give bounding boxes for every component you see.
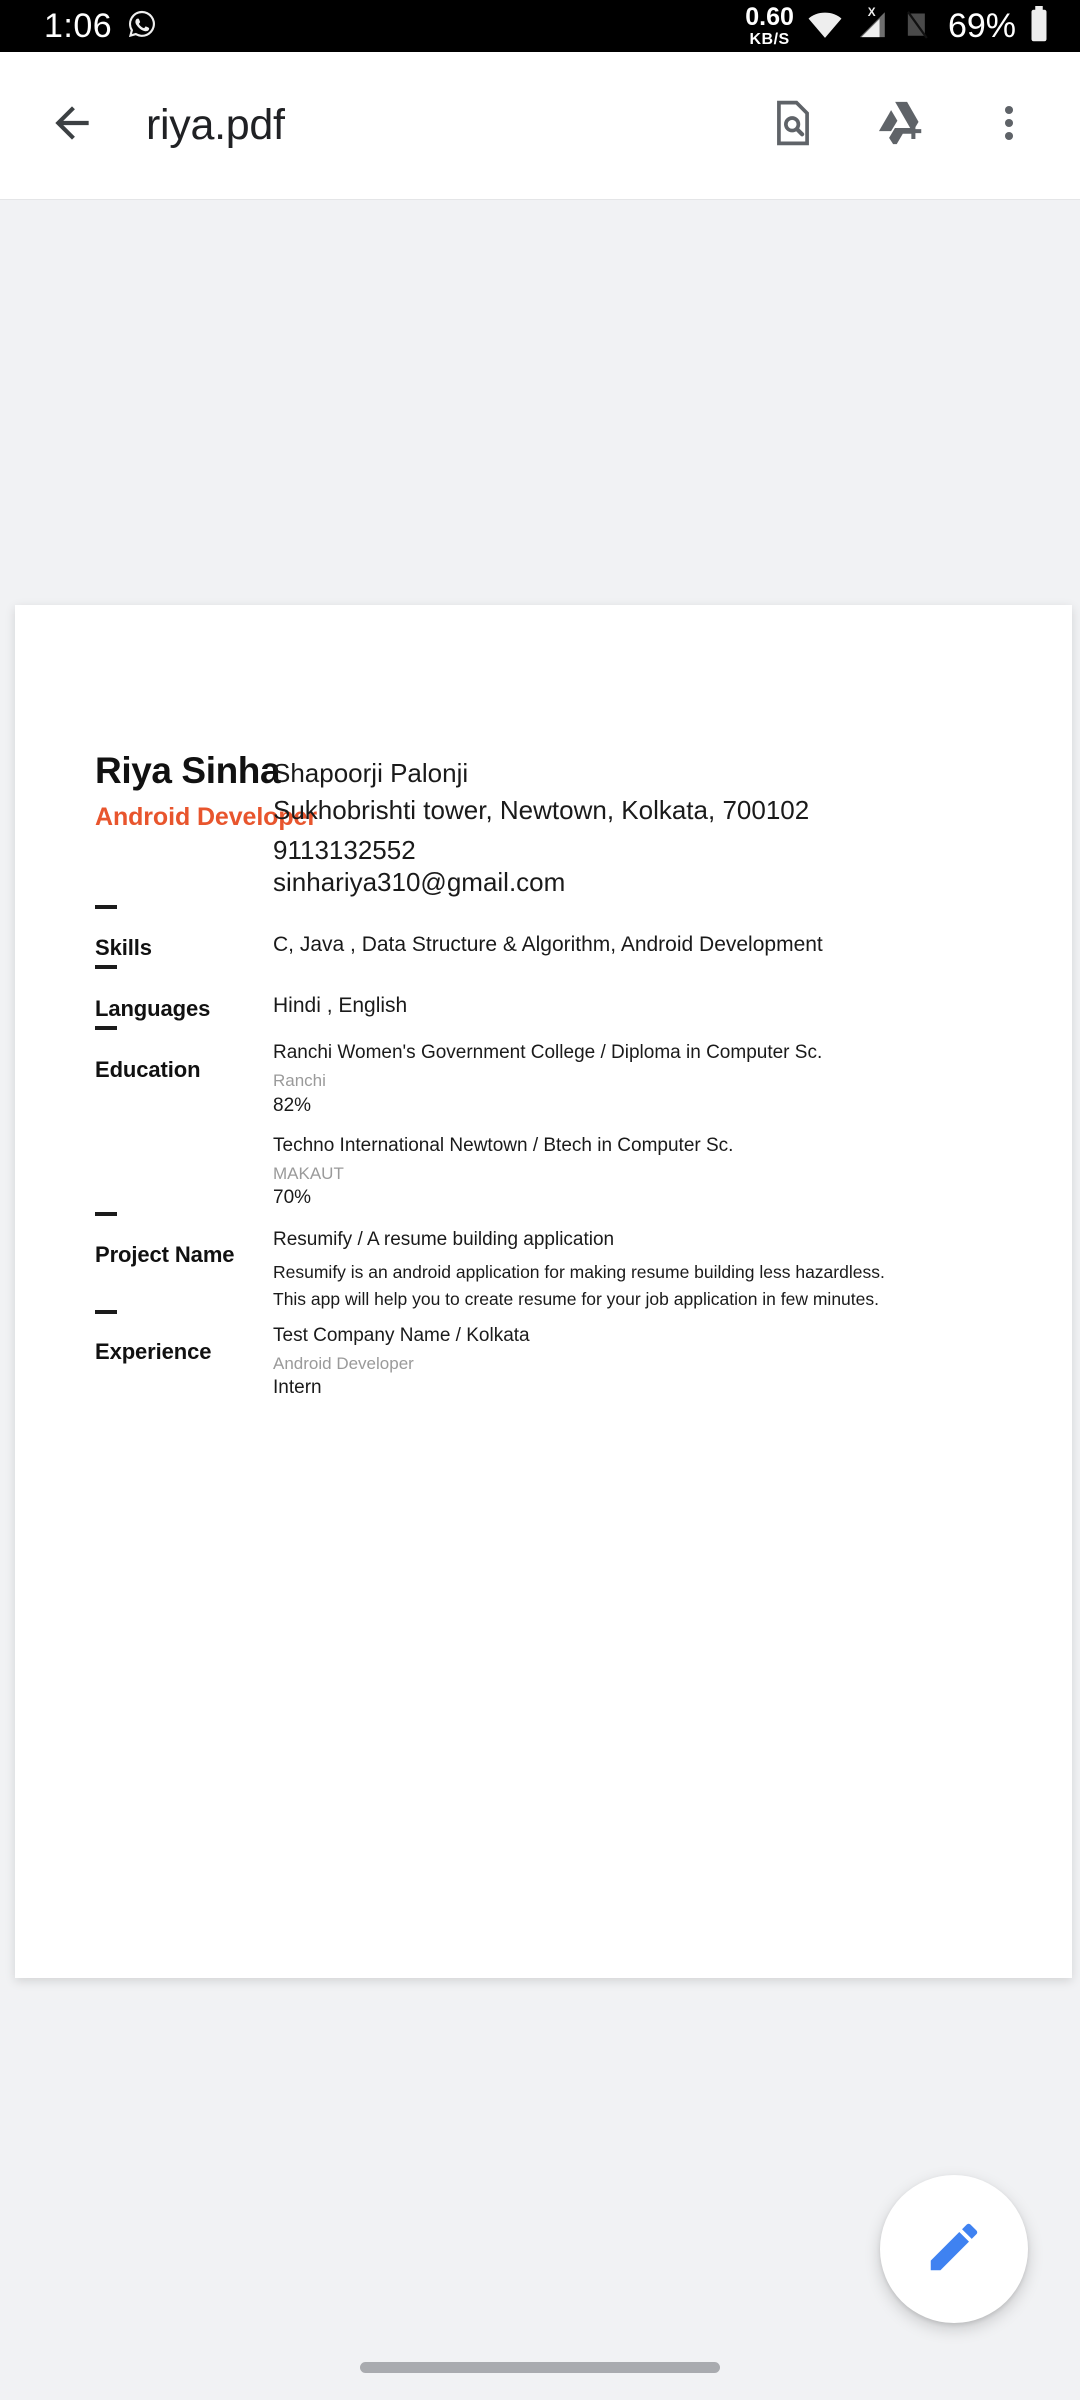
network-speed-unit: KB/S [749,30,790,48]
education-entry-0-sub: Ranchi [273,1071,326,1090]
experience-entry-0-sub: Android Developer [273,1354,414,1373]
svg-text:X: X [867,6,876,19]
gesture-home-handle[interactable] [360,2362,720,2373]
section-divider-languages [95,965,117,969]
section-divider-education [95,1026,117,1030]
search-document-icon [767,97,819,154]
education-entry-0-title: Ranchi Women's Government College / Diploma in Computer Sc. [273,1042,823,1063]
project-entry-0-title: Resumify / A resume building application [273,1229,615,1250]
resume-contact-block [273,755,1013,898]
search-document-button[interactable] [756,89,830,163]
wifi-icon [806,8,844,45]
back-arrow-icon [47,98,97,153]
section-label-project: Project Name [95,1242,235,1267]
status-bar-right [745,2,1080,48]
mobile-signal-off-icon [902,7,932,46]
section-divider-experience [95,1310,117,1314]
whatsapp-icon [126,8,158,45]
status-bar-left [0,7,158,46]
edit-fab[interactable] [880,2175,1028,2323]
pencil-icon [923,2216,985,2283]
education-entry-1-sub: MAKAUT [273,1164,344,1183]
project-entry-0-description: Resumify is an android application for making resume building less hazardless. This app will help you to create resume for your job application in few minutes. [273,1262,885,1309]
section-label-skills: Skills [95,935,152,960]
section-divider-skills [95,905,117,909]
contact-company: Shapoorji Palonji [273,758,469,788]
experience-entry-0-score: Intern [273,1377,322,1398]
network-speed-indicator [745,2,794,48]
back-button[interactable] [26,80,118,172]
add-to-drive-button[interactable] [864,89,938,163]
add-to-drive-icon [874,96,928,155]
status-bar-clock: 1:06 [44,6,113,45]
app-bar-actions [756,89,1080,163]
experience-entry-0-title: Test Company Name / Kolkata [273,1325,530,1346]
contact-phone: 9113132552 [273,834,416,865]
section-label-education: Education [95,1057,201,1082]
more-options-button[interactable] [972,89,1046,163]
app-bar [0,52,1080,200]
section-label-languages: Languages [95,996,211,1021]
contact-address: Sukhobrishti tower, Newtown, Kolkata, 700102 [273,794,810,825]
section-divider-project [95,1212,117,1216]
section-value-skills: C, Java , Data Structure & Algorithm, Android Development [273,933,823,956]
battery-percentage: 69% [947,6,1016,45]
network-speed-value: 0.60 [745,2,794,31]
pdf-page[interactable] [15,605,1072,1978]
more-options-icon [986,100,1032,151]
status-bar [0,0,1080,52]
education-entry-0-score: 82% [273,1095,312,1116]
battery-icon [1028,6,1050,47]
document-title: riya.pdf [146,101,285,149]
section-value-languages: Hindi , English [273,994,408,1017]
section-label-experience: Experience [95,1339,212,1364]
gesture-nav-bar [0,2340,1080,2400]
resume-content [15,605,1072,1978]
mobile-signal-no-sim-icon [856,7,890,46]
education-entry-1-score: 70% [273,1187,312,1208]
resume-role: Android Developer [95,803,317,831]
contact-email: sinhariya310@gmail.com [273,866,566,897]
resume-name: Riya Sinha [95,750,281,791]
education-entry-1-title: Techno International Newtown / Btech in Computer Sc. [273,1135,734,1156]
